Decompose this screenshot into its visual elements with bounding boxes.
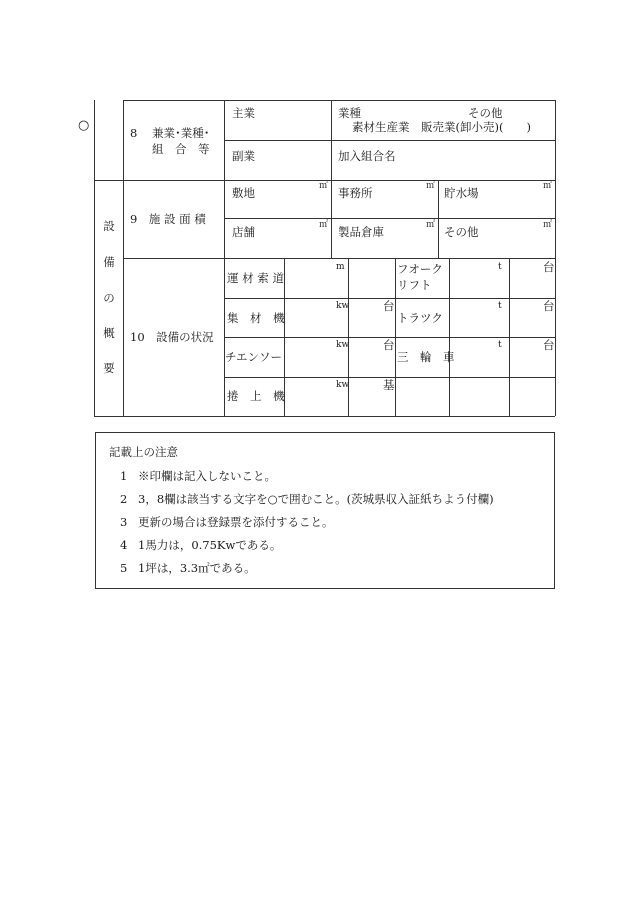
vehicle-count: 台 bbox=[543, 338, 555, 352]
table-right-border bbox=[555, 100, 556, 416]
vertical-char: 概 bbox=[103, 326, 115, 340]
equipment-count: 基 bbox=[383, 378, 395, 392]
note-number: 4 bbox=[120, 538, 128, 552]
notes-box bbox=[95, 432, 555, 589]
area-cell-label: 製品倉庫 bbox=[338, 225, 384, 239]
vertical-char: 備 bbox=[103, 255, 115, 269]
vehicle-unit: t bbox=[498, 301, 502, 311]
col-divider bbox=[449, 258, 450, 416]
vehicle-unit: t bbox=[498, 340, 502, 350]
note-number: 5 bbox=[120, 561, 128, 575]
note-text: 1馬力は，0.75Kwである。 bbox=[138, 538, 282, 552]
vertical-char: 要 bbox=[103, 361, 115, 375]
area-cell-label: 貯水場 bbox=[444, 186, 479, 200]
equipment-count: 台 bbox=[383, 338, 395, 352]
notes-title: 記載上の注意 bbox=[109, 445, 178, 459]
vertical-char: 設 bbox=[103, 219, 115, 233]
area-unit: ㎡ bbox=[319, 220, 329, 230]
area-unit: ㎡ bbox=[543, 220, 553, 230]
table-left-border bbox=[94, 100, 95, 416]
business-type-options: 素材生産業 販売業(卸小売)( ) bbox=[352, 120, 531, 134]
col-divider bbox=[348, 258, 349, 416]
area-cell-label: 店舗 bbox=[232, 225, 255, 239]
area-unit: ㎡ bbox=[319, 181, 329, 191]
equipment-name: 運 材 索 道 bbox=[227, 271, 284, 285]
row10-label: 10 設備の状況 bbox=[130, 330, 214, 344]
col-divider bbox=[509, 258, 510, 416]
col-divider bbox=[331, 180, 332, 258]
note-text: 3，8欄は該当する文字を○で囲むこと。(茨城県収入証紙ちよう付欄) bbox=[138, 492, 494, 506]
row9-label: 9 施 設 面 積 bbox=[130, 212, 206, 226]
equipment-name: 集 材 機 bbox=[227, 311, 285, 325]
equipment-name: 捲 上 機 bbox=[227, 389, 285, 403]
equipment-name: チエンソー bbox=[225, 350, 283, 364]
vehicle-unit: t bbox=[498, 262, 502, 272]
area-unit: ㎡ bbox=[426, 181, 436, 191]
area-unit: ㎡ bbox=[426, 220, 436, 230]
col-divider bbox=[438, 180, 439, 258]
equipment-count: 台 bbox=[383, 299, 395, 313]
col-divider bbox=[331, 100, 332, 180]
area-cell-label: 敷地 bbox=[232, 186, 255, 200]
note-number: 1 bbox=[120, 469, 128, 483]
area-unit: ㎡ bbox=[543, 181, 553, 191]
equipment-unit: m bbox=[336, 262, 345, 272]
row8-label-line2: 組 合 等 bbox=[152, 142, 210, 156]
area-cell-label: 事務所 bbox=[338, 186, 373, 200]
vehicle-count: 台 bbox=[543, 260, 555, 274]
table-bottom-border bbox=[94, 416, 555, 417]
vehicle-count: 台 bbox=[543, 299, 555, 313]
note-text: ※印欄は記入しないこと。 bbox=[138, 469, 276, 483]
area-cell-label: その他 bbox=[444, 225, 479, 239]
note-text: 1坪は，3.3㎡である。 bbox=[138, 561, 256, 575]
col-divider bbox=[395, 258, 396, 416]
vehicle-name-line1: フオーク bbox=[397, 262, 443, 276]
note-number: 2 bbox=[120, 492, 128, 506]
vehicle-name-line1: トラツク bbox=[397, 311, 443, 325]
association-name-label: 加入組合名 bbox=[338, 149, 396, 163]
row8-label-line1: 兼業･業種･ bbox=[152, 126, 210, 140]
note-text: 更新の場合は登録票を添付すること。 bbox=[138, 515, 334, 529]
note-number: 3 bbox=[120, 515, 128, 529]
business-type-label: 業種 bbox=[338, 106, 361, 120]
business-type-other: その他 bbox=[468, 106, 503, 120]
equipment-unit: kw bbox=[336, 340, 350, 350]
section-divider bbox=[123, 258, 555, 259]
vertical-char: の bbox=[103, 291, 115, 305]
sub-business-label: 副業 bbox=[232, 149, 255, 163]
vehicle-name-line1: 三 輪 車 bbox=[397, 350, 455, 364]
margin-circle-mark: ○ bbox=[78, 118, 90, 133]
main-business-label: 主業 bbox=[232, 106, 255, 120]
row-divider bbox=[224, 140, 555, 141]
row-divider bbox=[224, 218, 555, 219]
equipment-unit: kw bbox=[336, 301, 350, 311]
table-top-border bbox=[123, 100, 555, 101]
equipment-unit: kw bbox=[336, 380, 350, 390]
vehicle-name-line2: リフト bbox=[397, 278, 432, 292]
row8-number: 8 bbox=[130, 126, 138, 140]
